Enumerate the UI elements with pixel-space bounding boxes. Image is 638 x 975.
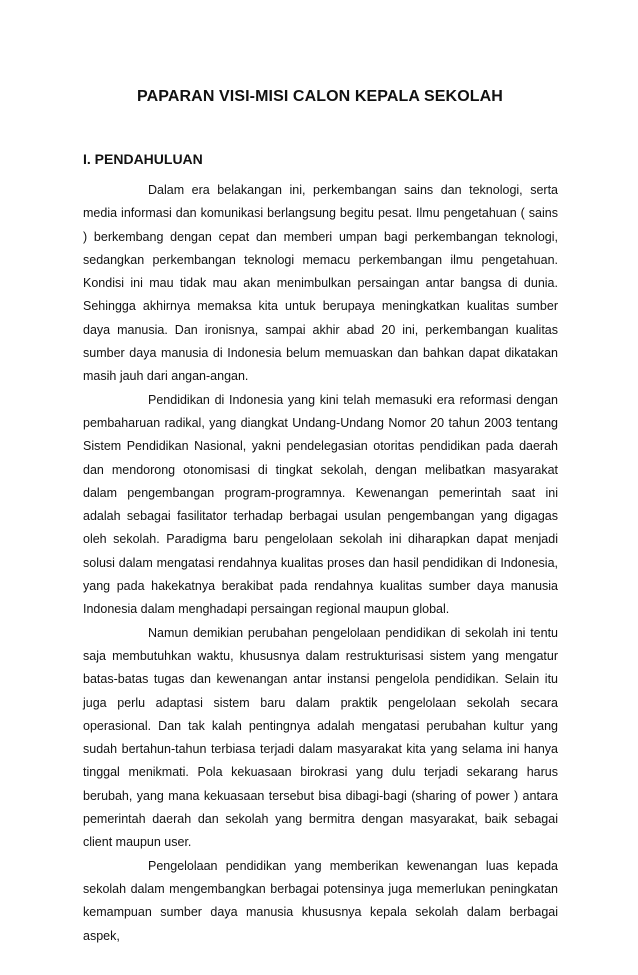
paragraph-2: Pendidikan di Indonesia yang kini telah memasuki era reformasi dengan pembaharuan radikal, yang diangkat Undang-Undang Nomor 20 tahun 2003 tentang Sistem Pendidikan Nasional, yakni pendelegasian otoritas pendidikan pada daerah dan mendorong otonomisasi di tingkat sekolah, dengan melibatkan masyarakat dalam pengembangan program-programnya. Kewenangan pemerintah saat ini adalah sebagai fasilitator terhadap berbagai usulan pengembangan yang digagas oleh sekolah. Paradigma baru pengelolaan sekolah ini diharapkan dapat menjadi solusi dalam mengatasi rendahnya kualitas proses dan hasil pendidikan di Indonesia, yang pada hakekatnya berakibat pada rendahnya kualitas sumber daya manusia Indonesia dalam menghadapi persaingan regional maupun global. [83, 392, 558, 617]
paragraph-3: Namun demikian perubahan pengelolaan pendidikan di sekolah ini tentu saja membutuhkan waktu, khususnya dalam restrukturisasi sistem yang mengatur batas-batas tugas dan kewenangan antar instansi pengelola pendidikan. Selain itu juga perlu adaptasi sistem baru dalam praktik pengelolaan sekolah secara operasional. Dan tak kalah pentingnya adalah mengatasi perubahan kultur yang sudah bertahun-tahun terbiasa terjadi dalam masyarakat kita yang selama ini hanya tinggal menikmati. Pola kekuasaan birokrasi yang dulu terjadi sekarang harus berubah, yang mana kekuasaan tersebut bisa dibagi-bagi (sharing of power ) antara pemerintah daerah dan sekolah yang bermitra dengan masyarakat, baik sebagai client maupun user. [83, 625, 558, 850]
section-heading: I. PENDAHULUAN [83, 151, 203, 167]
section-body [83, 179, 558, 948]
document-title: PAPARAN VISI-MISI CALON KEPALA SEKOLAH [137, 88, 503, 105]
paragraph-1: Dalam era belakangan ini, perkembangan sains dan teknologi, serta media informasi dan komunikasi berlangsung begitu pesat. Ilmu pengetahuan ( sains ) berkembang dengan cepat dan memberi umpan bagi perkembangan teknologi, sedangkan perkembangan teknologi memacu perkembangan ilmu pengetahuan. Kondisi ini mau tidak mau akan menimbulkan persaingan antar bangsa di dunia. Sehingga akhirnya memaksa kita untuk berupaya meningkatkan kualitas sumber daya manusia. Dan ironisnya, sampai akhir abad 20 ini, perkembangan kualitas sumber daya manusia di Indonesia belum memuaskan dan bahkan dapat dikatakan masih jauh dari angan-angan. [83, 183, 558, 384]
paragraph-4: Pengelolaan pendidikan yang memberikan kewenangan luas kepada sekolah dalam mengembangkan berbagai potensinya juga memerlukan peningkatan kemampuan sumber daya manusia khususnya kepala sekolah dalam berbagai aspek, [83, 858, 558, 943]
